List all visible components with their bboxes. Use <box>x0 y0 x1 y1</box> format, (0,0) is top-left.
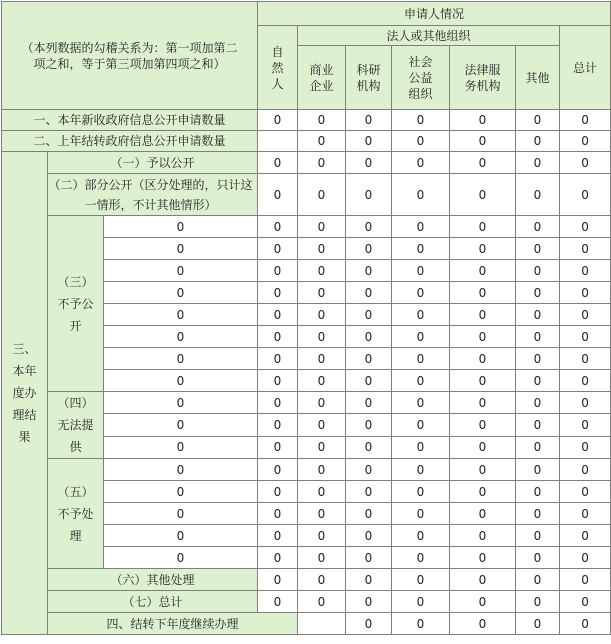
cell-value: 0 <box>346 304 392 326</box>
cell-value: 0 <box>346 591 392 613</box>
header-note: （本列数据的勾稽关系为：第一项加第二项之和，等于第三项加第四项之和） <box>2 2 258 110</box>
cell-value: 0 <box>258 569 298 591</box>
row-label-section-3: 三、本年度办理结果 <box>2 152 48 635</box>
cell-value: 0 <box>258 110 298 131</box>
cell-value: 0 <box>450 503 516 525</box>
cell-value: 0 <box>346 152 392 174</box>
cell-value: 0 <box>258 591 298 613</box>
header-commercial: 商业企业 <box>298 46 346 110</box>
cell-value: 0 <box>104 348 258 370</box>
cell-value: 0 <box>450 238 516 260</box>
cell-value: 0 <box>104 282 258 304</box>
cell-value: 0 <box>560 110 611 131</box>
cell-empty <box>298 613 346 635</box>
cell-value: 0 <box>516 547 560 569</box>
cell-value: 0 <box>560 613 611 635</box>
cell-empty <box>258 131 298 152</box>
statistics-table <box>1 1 611 635</box>
cell-value: 0 <box>258 370 298 392</box>
header-legal: 法人或其他组织 <box>298 26 560 46</box>
cell-value: 0 <box>258 152 298 174</box>
cell-value: 0 <box>392 304 450 326</box>
table-row <box>2 131 611 152</box>
cell-value: 0 <box>516 414 560 436</box>
cell-value: 0 <box>560 304 611 326</box>
cell-value: 0 <box>392 459 450 481</box>
cell-value: 0 <box>450 174 516 216</box>
row-label: （六）其他处理 <box>48 569 258 591</box>
cell-value: 0 <box>392 152 450 174</box>
row-label: （五）不予处理 <box>48 459 104 569</box>
row-label: （四）无法提供 <box>48 392 104 459</box>
table-row <box>2 591 611 613</box>
cell-value: 0 <box>346 282 392 304</box>
cell-value: 0 <box>392 174 450 216</box>
cell-value: 0 <box>516 613 560 635</box>
cell-value: 0 <box>392 348 450 370</box>
cell-value: 0 <box>560 481 611 503</box>
cell-value: 0 <box>450 547 516 569</box>
cell-value: 0 <box>104 525 258 547</box>
cell-value: 0 <box>298 260 346 282</box>
cell-value: 0 <box>258 216 298 238</box>
cell-value: 0 <box>346 260 392 282</box>
cell-value: 0 <box>104 260 258 282</box>
cell-value: 0 <box>516 348 560 370</box>
cell-value: 0 <box>392 569 450 591</box>
cell-value: 0 <box>516 326 560 348</box>
cell-value: 0 <box>298 238 346 260</box>
row-label: （七）总计 <box>48 591 258 613</box>
cell-value: 0 <box>450 110 516 131</box>
table-row <box>2 174 611 216</box>
cell-value: 0 <box>560 525 611 547</box>
cell-value: 0 <box>392 436 450 458</box>
cell-value: 0 <box>298 282 346 304</box>
cell-value: 0 <box>298 525 346 547</box>
cell-value: 0 <box>560 216 611 238</box>
cell-value: 0 <box>298 216 346 238</box>
cell-value: 0 <box>346 348 392 370</box>
cell-value: 0 <box>450 370 516 392</box>
cell-value: 0 <box>298 414 346 436</box>
cell-value: 0 <box>346 414 392 436</box>
cell-value: 0 <box>560 260 611 282</box>
cell-value: 0 <box>392 547 450 569</box>
cell-value: 0 <box>392 260 450 282</box>
cell-value: 0 <box>560 459 611 481</box>
table-row <box>2 569 611 591</box>
cell-value: 0 <box>104 304 258 326</box>
cell-value: 0 <box>104 392 258 414</box>
cell-value: 0 <box>516 110 560 131</box>
cell-value: 0 <box>298 547 346 569</box>
cell-value: 0 <box>560 238 611 260</box>
cell-value: 0 <box>346 503 392 525</box>
row-label: （二）部分公开（区分处理的，只计这一情形，不计其他情形） <box>48 174 258 216</box>
cell-value: 0 <box>516 238 560 260</box>
cell-value: 0 <box>392 216 450 238</box>
cell-value: 0 <box>346 481 392 503</box>
cell-value: 0 <box>346 131 392 152</box>
cell-value: 0 <box>450 481 516 503</box>
cell-value: 0 <box>258 414 298 436</box>
cell-value: 0 <box>450 131 516 152</box>
cell-value: 0 <box>450 414 516 436</box>
cell-value: 0 <box>298 348 346 370</box>
cell-value: 0 <box>258 348 298 370</box>
cell-value: 0 <box>104 503 258 525</box>
cell-value: 0 <box>298 131 346 152</box>
cell-value: 0 <box>392 110 450 131</box>
cell-value: 0 <box>298 110 346 131</box>
cell-value: 0 <box>392 414 450 436</box>
cell-value: 0 <box>516 131 560 152</box>
cell-value: 0 <box>450 348 516 370</box>
cell-value: 0 <box>298 591 346 613</box>
cell-value: 0 <box>258 547 298 569</box>
header-total: 总计 <box>560 26 611 110</box>
cell-value: 0 <box>450 152 516 174</box>
cell-value: 0 <box>516 436 560 458</box>
cell-value: 0 <box>516 481 560 503</box>
cell-value: 0 <box>450 569 516 591</box>
cell-value: 0 <box>346 370 392 392</box>
cell-value: 0 <box>104 459 258 481</box>
cell-value: 0 <box>450 304 516 326</box>
cell-value: 0 <box>560 547 611 569</box>
cell-value: 0 <box>560 348 611 370</box>
cell-value: 0 <box>298 459 346 481</box>
cell-value: 0 <box>516 260 560 282</box>
cell-value: 0 <box>392 525 450 547</box>
cell-value: 0 <box>298 481 346 503</box>
cell-value: 0 <box>450 282 516 304</box>
cell-value: 0 <box>346 326 392 348</box>
table-row <box>2 216 611 238</box>
cell-value: 0 <box>392 131 450 152</box>
cell-value: 0 <box>516 569 560 591</box>
cell-value: 0 <box>560 569 611 591</box>
cell-value: 0 <box>346 569 392 591</box>
cell-value: 0 <box>298 304 346 326</box>
cell-value: 0 <box>450 216 516 238</box>
cell-value: 0 <box>258 503 298 525</box>
cell-value: 0 <box>392 238 450 260</box>
cell-value: 0 <box>104 414 258 436</box>
cell-value: 0 <box>392 370 450 392</box>
cell-value: 0 <box>392 503 450 525</box>
row-label: 二、上年结转政府信息公开申请数量 <box>2 131 258 152</box>
cell-value: 0 <box>258 174 298 216</box>
cell-value: 0 <box>450 525 516 547</box>
table-row <box>2 392 611 414</box>
cell-value: 0 <box>346 547 392 569</box>
cell-value: 0 <box>346 392 392 414</box>
cell-value: 0 <box>516 152 560 174</box>
header-applicant: 申请人情况 <box>258 2 611 26</box>
cell-value: 0 <box>516 216 560 238</box>
cell-value: 0 <box>346 216 392 238</box>
cell-value: 0 <box>104 481 258 503</box>
cell-value: 0 <box>298 436 346 458</box>
cell-value: 0 <box>346 174 392 216</box>
cell-value: 0 <box>450 326 516 348</box>
cell-value: 0 <box>516 503 560 525</box>
cell-value: 0 <box>392 282 450 304</box>
cell-value: 0 <box>516 591 560 613</box>
cell-value: 0 <box>392 613 450 635</box>
cell-value: 0 <box>516 282 560 304</box>
cell-value: 0 <box>258 326 298 348</box>
cell-value: 0 <box>392 326 450 348</box>
cell-value: 0 <box>450 459 516 481</box>
cell-value: 0 <box>258 238 298 260</box>
cell-value: 0 <box>450 613 516 635</box>
cell-value: 0 <box>392 591 450 613</box>
header-research: 科研机构 <box>346 46 392 110</box>
cell-value: 0 <box>258 260 298 282</box>
cell-value: 0 <box>104 436 258 458</box>
cell-value: 0 <box>258 392 298 414</box>
cell-value: 0 <box>560 152 611 174</box>
cell-value: 0 <box>298 569 346 591</box>
row-label: 四、结转下年度继续办理 <box>48 613 298 635</box>
header-natural: 自然人 <box>258 26 298 110</box>
cell-value: 0 <box>560 370 611 392</box>
header-law: 法律服务机构 <box>450 46 516 110</box>
row-label: （三）不予公开 <box>48 216 104 392</box>
cell-value: 0 <box>298 174 346 216</box>
cell-value: 0 <box>258 481 298 503</box>
cell-value: 0 <box>258 304 298 326</box>
cell-value: 0 <box>516 525 560 547</box>
table-row <box>2 459 611 481</box>
cell-value: 0 <box>258 525 298 547</box>
cell-value: 0 <box>258 436 298 458</box>
cell-value: 0 <box>346 459 392 481</box>
header-other: 其他 <box>516 46 560 110</box>
cell-value: 0 <box>104 238 258 260</box>
table-row <box>2 110 611 131</box>
cell-value: 0 <box>516 174 560 216</box>
cell-value: 0 <box>516 370 560 392</box>
cell-value: 0 <box>450 591 516 613</box>
row-label: 一、本年新收政府信息公开申请数量 <box>2 110 258 131</box>
cell-value: 0 <box>104 370 258 392</box>
cell-value: 0 <box>298 392 346 414</box>
cell-value: 0 <box>298 503 346 525</box>
cell-value: 0 <box>258 459 298 481</box>
cell-value: 0 <box>346 110 392 131</box>
cell-value: 0 <box>346 525 392 547</box>
cell-value: 0 <box>560 503 611 525</box>
cell-value: 0 <box>560 282 611 304</box>
cell-value: 0 <box>516 392 560 414</box>
header-social: 社会公益组织 <box>392 46 450 110</box>
cell-value: 0 <box>298 326 346 348</box>
cell-value: 0 <box>560 392 611 414</box>
cell-value: 0 <box>516 459 560 481</box>
cell-value: 0 <box>450 260 516 282</box>
cell-value: 0 <box>450 436 516 458</box>
cell-value: 0 <box>560 414 611 436</box>
cell-value: 0 <box>560 436 611 458</box>
cell-value: 0 <box>516 304 560 326</box>
cell-value: 0 <box>392 392 450 414</box>
cell-value: 0 <box>104 216 258 238</box>
cell-value: 0 <box>346 238 392 260</box>
row-label: （一）予以公开 <box>48 152 258 174</box>
cell-value: 0 <box>298 152 346 174</box>
cell-value: 0 <box>392 481 450 503</box>
cell-value: 0 <box>104 547 258 569</box>
cell-value: 0 <box>298 370 346 392</box>
cell-value: 0 <box>560 131 611 152</box>
table-row <box>2 152 611 174</box>
cell-value: 0 <box>346 613 392 635</box>
cell-value: 0 <box>560 326 611 348</box>
cell-value: 0 <box>450 392 516 414</box>
cell-value: 0 <box>346 436 392 458</box>
cell-value: 0 <box>560 591 611 613</box>
cell-value: 0 <box>104 326 258 348</box>
cell-value: 0 <box>258 282 298 304</box>
cell-value: 0 <box>560 174 611 216</box>
table-row <box>2 613 611 635</box>
